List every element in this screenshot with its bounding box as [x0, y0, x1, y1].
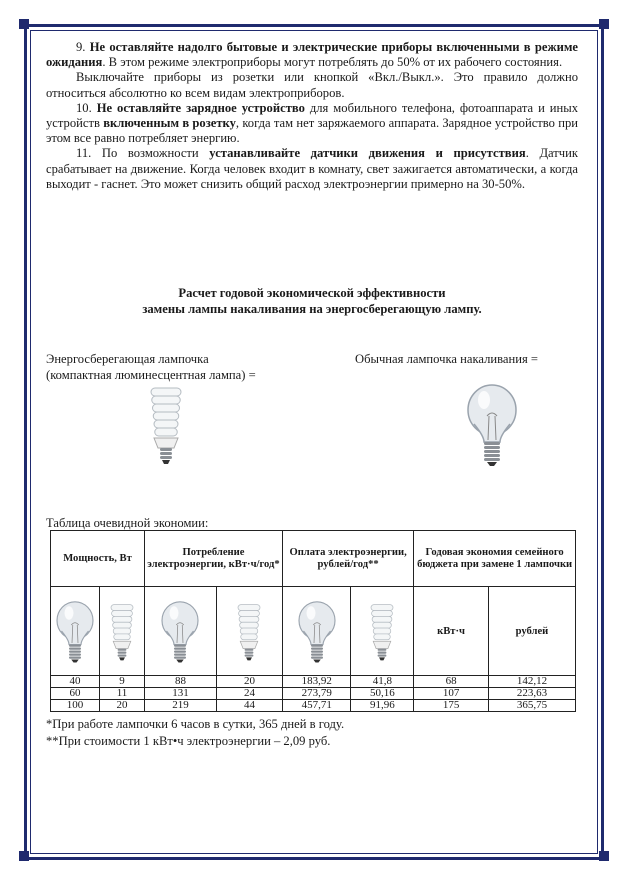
- table-cell: 68: [414, 676, 489, 688]
- cfl-bulb-cell: [351, 587, 414, 676]
- paragraph: [46, 40, 578, 70]
- border-corner: [599, 851, 609, 861]
- bold-text: Не оставляйте надолго бытовые и электрические приборы включенными в режиме ожидания: [46, 40, 579, 70]
- cfl-label-line-2: (компактная люминесцентная лампа) =: [46, 367, 256, 382]
- table-cell: 20: [216, 676, 282, 688]
- bold-text: Не оставляйте зарядное устройство: [96, 100, 305, 115]
- text-run: . Датчик срабатывает на движение. Когда человек входит в комнату, свет зажигается автоматически, а когда выходит - гаснет. Это может снизить общий расход электроэнергии примерно на 30-50%.: [46, 146, 578, 191]
- economy-table: [50, 530, 576, 712]
- footnote-2: **При стоимости 1 кВт•ч электроэнергии – 2,09 руб.: [46, 734, 331, 748]
- table-cell: 41,8: [351, 676, 414, 688]
- header-power: Мощность, Вт: [51, 531, 145, 587]
- table-cell: 142,12: [488, 676, 575, 688]
- cfl-bulb-cell: [216, 587, 282, 676]
- title-line-1: Расчет годовой экономической эффективности: [178, 286, 446, 300]
- incandescent-bulb-cell: [282, 587, 350, 676]
- cfl-bulb-image: [136, 384, 196, 464]
- footnote-1: *При работе лампочки 6 часов в сутки, 365 дней в году.: [46, 717, 345, 731]
- paragraph: [46, 146, 578, 192]
- incandescent-label: Обычная лампочка накаливания =: [355, 352, 538, 366]
- text-run: . В этом режиме электроприборы могут потреблять до 50% от их рабочего состояния.: [102, 55, 563, 70]
- table-row: [51, 688, 576, 700]
- table-cell: 273,79: [282, 688, 350, 700]
- table-row: [51, 700, 576, 712]
- table-body: [51, 676, 576, 712]
- table-cell: 91,96: [351, 700, 414, 712]
- text-run: Выключайте приборы из розетки или кнопкой «Вкл./Выкл.». Это правило должно относиться абсолютно ко всем видам электроприборов.: [46, 70, 578, 100]
- text-run: для мобильного телефона, фотоаппарата и иных устройств: [46, 100, 579, 131]
- incandescent-bulb-icon: [51, 591, 99, 671]
- header-payment: Оплата электроэнергии, рублей/год**: [282, 531, 413, 587]
- cfl-bulb-icon: [360, 592, 404, 670]
- header-consumption: Потребление электроэнергии, кВт·ч/год*: [145, 531, 283, 587]
- cfl-bulb-icon: [100, 592, 144, 670]
- table-cell: 223,63: [488, 688, 575, 700]
- text-run: 11. По возможности: [76, 146, 210, 161]
- incandescent-bulb-cell: [51, 587, 100, 676]
- incandescent-bulb-cell: [145, 587, 217, 676]
- cfl-label-line-1: Энергосберегающая лампочка: [46, 352, 209, 366]
- incandescent-bulb-icon: [156, 591, 204, 671]
- table-cell: 183,92: [282, 676, 350, 688]
- table-row: [51, 676, 576, 688]
- table-cell: 100: [51, 700, 100, 712]
- table-cell: 50,16: [351, 688, 414, 700]
- cfl-label: [46, 352, 256, 383]
- table-cell: 60: [51, 688, 100, 700]
- table-cell: 9: [100, 676, 145, 688]
- border-corner: [599, 19, 609, 29]
- table-cell: 44: [216, 700, 282, 712]
- section-title: [46, 285, 578, 317]
- table-caption: Таблица очевидной экономии:: [46, 516, 209, 530]
- table-cell: 88: [145, 676, 217, 688]
- unit-rub: рублей: [488, 587, 575, 676]
- table-cell: 24: [216, 688, 282, 700]
- bold-text: включенным в розетку: [103, 116, 236, 131]
- border-corner: [19, 19, 29, 29]
- cfl-bulb-icon: [227, 592, 271, 670]
- bold-text: устанавливайте датчики движения и присутствия: [209, 146, 526, 161]
- text-run: 10.: [76, 100, 97, 115]
- table-cell: 131: [145, 688, 217, 700]
- table-cell: 107: [414, 688, 489, 700]
- incandescent-bulb-image: [460, 382, 524, 466]
- cfl-bulb-cell: [100, 587, 145, 676]
- text-run: , когда там нет заряжаемого аппарата. Зарядное устройство при этом все равно потребляет энергию.: [46, 116, 578, 146]
- table-cell: 175: [414, 700, 489, 712]
- table-cell: 40: [51, 676, 100, 688]
- incandescent-bulb-icon: [293, 591, 341, 671]
- unit-kwh: кВт·ч: [414, 587, 489, 676]
- table-cell: 457,71: [282, 700, 350, 712]
- text-run: 9.: [76, 40, 90, 54]
- paragraph: [46, 70, 578, 100]
- table-cell: 365,75: [488, 700, 575, 712]
- paragraph: [46, 101, 578, 147]
- title-line-2: замены лампы накаливания на энергосберегающую лампу.: [142, 302, 482, 316]
- advice-text: [46, 40, 578, 192]
- table-cell: 11: [100, 688, 145, 700]
- table-cell: 219: [145, 700, 217, 712]
- header-savings: Годовая экономия семейного бюджета при замене 1 лампочки: [414, 531, 576, 587]
- table-cell: 20: [100, 700, 145, 712]
- border-corner: [19, 851, 29, 861]
